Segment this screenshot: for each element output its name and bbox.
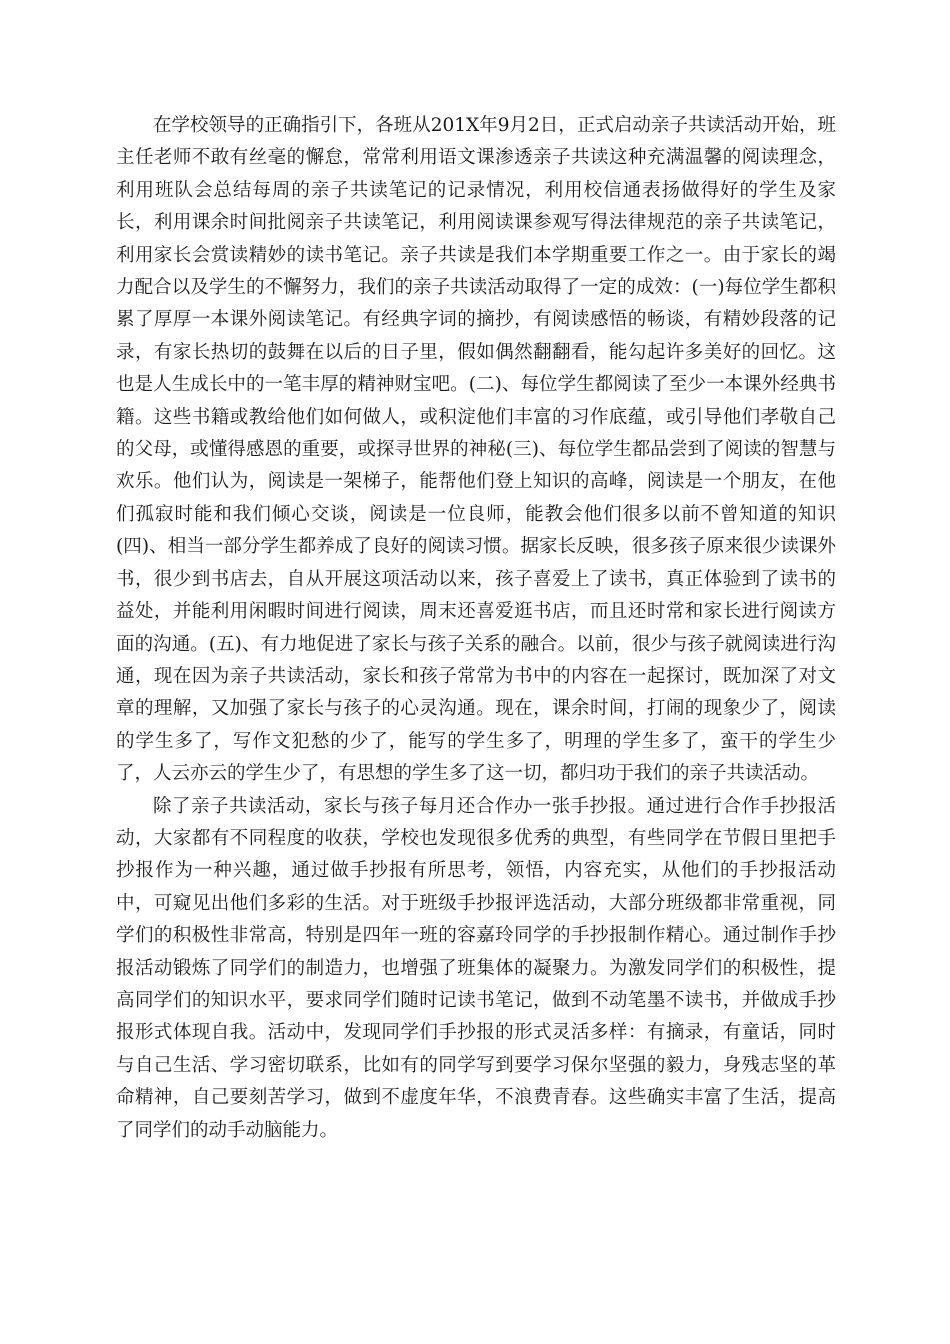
paragraph-reading-activity: 在学校领导的正确指引下，各班从201X年9月2日，正式启动亲子共读活动开始，班主任老师不敢有丝毫的懈怠，常常利用语文课渗透亲子共读这种充满温馨的阅读理念，利用班队会总结每周的亲子共读笔记的记录情况，利用校信通表扬做得好的学生及家长，利用课余时间批阅亲子共读笔记，利用阅读课参观写得法律规范的亲子共读笔记，利用家长会赏读精妙的读书笔记。亲子共读是我们本学期重要工作之一。由于家长的竭力配合以及学生的不懈努力，我们的亲子共读活动取得了一定的成效：(一)每位学生都积累了厚厚一本课外阅读笔记。有经典字词的摘抄，有阅读感悟的畅谈，有精妙段落的记录，有家长热切的鼓舞在以后的日子里，假如偶然翻翻看，能勾起许多美好的回忆。这也是人生成长中的一笔丰厚的精神财宝吧。(二)、每位学生都阅读了至少一本课外经典书籍。这些书籍或教给他们如何做人，或积淀他们丰富的习作底蕴，或引导他们孝敬自己的父母，或懂得感恩的重要，或探寻世界的神秘(三)、每位学生都品尝到了阅读的智慧与欢乐。他们认为，阅读是一架梯子，能帮他们登上知识的高峰，阅读是一个朋友，在他们孤寂时能和我们倾心交谈，阅读是一位良师，能教会他们很多以前不曾知道的知识(四)、相当一部分学生都养成了良好的阅读习惯。据家长反映，很多孩子原来很少读课外书，很少到书店去，自从开展这项活动以来，孩子喜爱上了读书，真正体验到了读书的益处，并能利用闲暇时间进行阅读，周末还喜爱逛书店，而且还时常和家长进行阅读方面的沟通。(五)、有力地促进了家长与孩子关系的融合。以前，很少与孩子就阅读进行沟通，现在因为亲子共读活动，家长和孩子常常为书中的内容在一起探讨，既加深了对文章的理解，又加强了家长与孩子的心灵沟通。现在，课余时间，打闹的现象少了，阅读的学生多了，写作文犯愁的少了，能写的学生多了，明理的学生多了，蛮干的学生少了，人云亦云的学生少了，有思想的学生多了这一切，都归功于我们的亲子共读活动。	[116, 115, 836, 785]
paragraph-handwritten-newspaper: 除了亲子共读活动，家长与孩子每月还合作办一张手抄报。通过进行合作手抄报活动，大家都有不同程度的收获，学校也发现很多优秀的典型，有些同学在节假日里把手抄报作为一种兴趣，通过做手抄报有所思考，领悟，内容充实，从他们的手抄报活动中，可窥见出他们多彩的生活。对于班级手抄报评选活动，大部分班级都非常重视，同学们的积极性非常高，特别是四年一班的容嘉玲同学的手抄报制作精心。通过制作手抄报活动锻炼了同学们的制造力，也增强了班集体的凝聚力。为激发同学们的积极性，提高同学们的知识水平，要求同学们随时记读书笔记，做到不动笔墨不读书，并做成手抄报形式体现自我。活动中，发现同学们手抄报的形式灵活多样：有摘录，有童话，同时与自己生活、学习密切联系，比如有的同学写到要学习保尔坚强的毅力，身残志坚的革命精神，自己要刻苦学习，做到不虚度年华，不浪费青春。这些确实丰富了生活，提高了同学们的动手动脑能力。	[116, 795, 836, 1141]
document-body	[116, 110, 836, 1147]
